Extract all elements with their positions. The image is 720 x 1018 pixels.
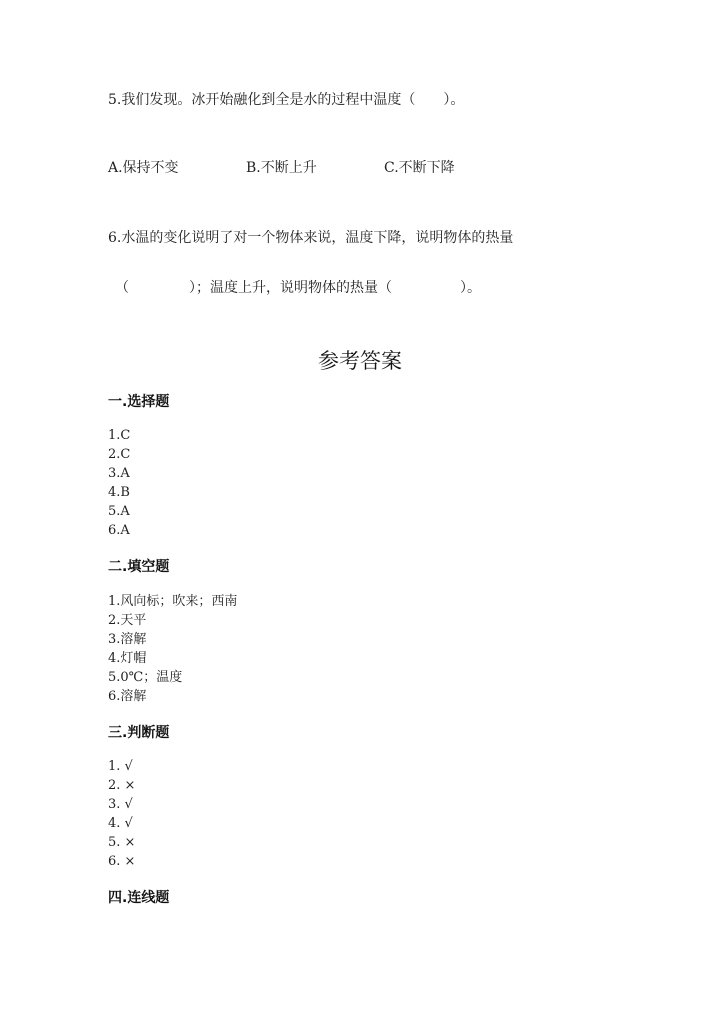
- question-6-open-paren: （: [115, 280, 129, 296]
- question-6-line2: [115, 277, 481, 297]
- question-5-text: 5.我们发现。冰开始融化到全是水的过程中温度（ ）。: [108, 92, 465, 108]
- answer-item: 6.A: [108, 523, 130, 538]
- answer-item: 4.B: [108, 485, 130, 500]
- answer-item: 1.C: [108, 428, 131, 443]
- section-heading-choice: 一.选择题: [108, 394, 170, 410]
- answer-item: 3. √: [108, 797, 133, 812]
- answer-item: 5.A: [108, 504, 130, 519]
- answer-item: 6. ×: [108, 854, 136, 869]
- answer-item: 2.天平: [108, 613, 147, 628]
- answer-item: 1. √: [108, 759, 133, 774]
- question-6-middle-text: ）；温度上升，说明物体的热量（: [189, 280, 392, 296]
- answer-item: 2.C: [108, 447, 131, 462]
- answer-item: 3.溶解: [108, 632, 147, 647]
- section-heading-true-false: 三.判断题: [108, 725, 170, 741]
- question-5-option-a: A.保持不变: [108, 160, 179, 176]
- answer-item: 1.风向标；吹来；西南: [108, 594, 238, 609]
- question-5-option-c: C.不断下降: [384, 160, 455, 176]
- section-heading-matching: 四.连线题: [108, 890, 170, 906]
- answer-key-title: 参考答案: [318, 349, 402, 373]
- answer-list-true-false: [108, 757, 135, 871]
- answer-list-fill-blank: [108, 592, 237, 706]
- answer-item: 5. ×: [108, 835, 136, 850]
- section-heading-fill-blank: 二.填空题: [108, 559, 170, 575]
- answer-item: 3.A: [108, 466, 130, 481]
- answer-item: 4. √: [108, 816, 133, 831]
- answer-item: 2. ×: [108, 778, 136, 793]
- question-5-option-b: B.不断上升: [246, 160, 317, 176]
- answer-item: 5.0℃；温度: [108, 670, 183, 685]
- question-6-end-text: ）。: [460, 280, 481, 296]
- question-6-line1: 6.水温的变化说明了对一个物体来说，温度下降，说明物体的热量: [108, 230, 514, 246]
- answer-item: 4.灯帽: [108, 651, 147, 666]
- answer-list-choice: [108, 426, 130, 540]
- answer-item: 6.溶解: [108, 689, 147, 704]
